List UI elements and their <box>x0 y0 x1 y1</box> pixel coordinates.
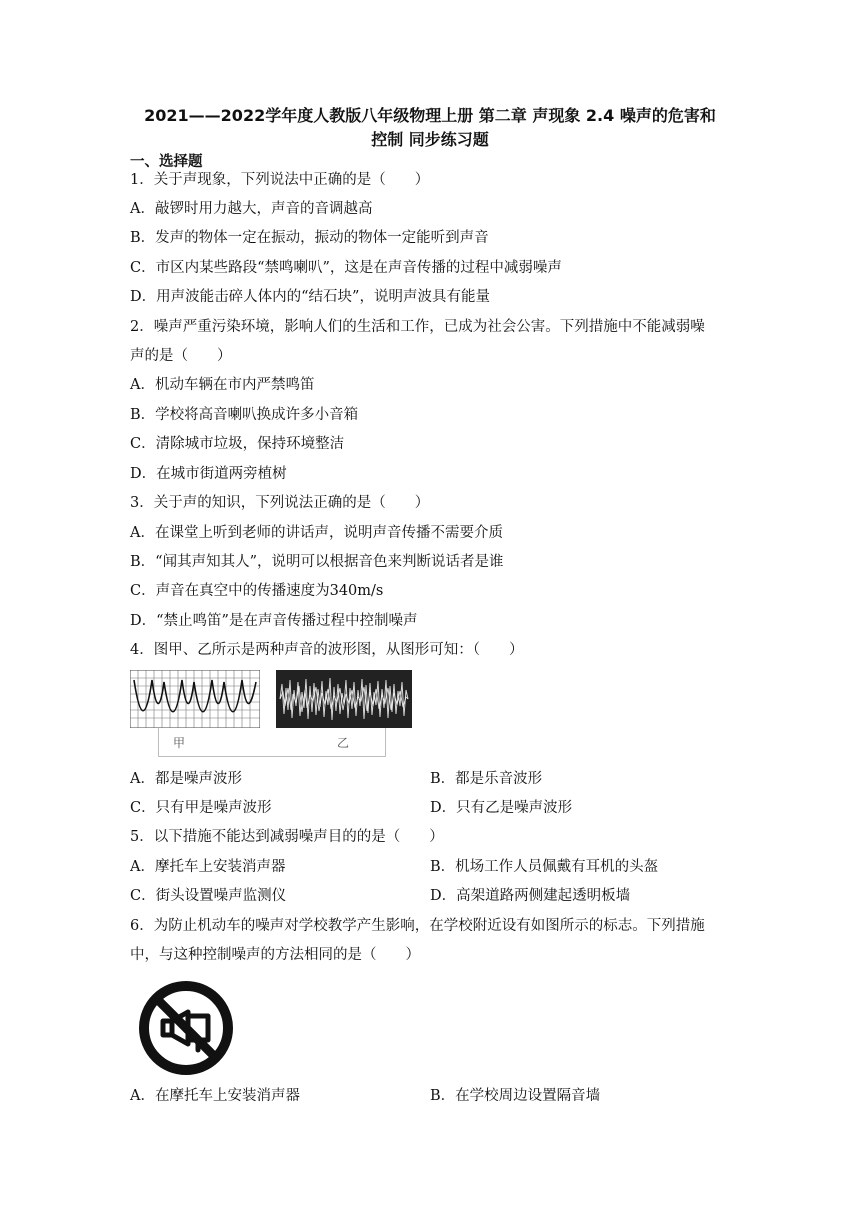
question-6-line-1: 6．为防止机动车的噪声对学校教学产生影响，在学校附近设有如图所示的标志。下列措施 <box>130 918 705 934</box>
question-5: 5．以下措施不能达到减弱噪声目的的是（ ） <box>130 829 444 845</box>
question-4: 4．图甲、乙所示是两种声音的波形图，从图形可知：（ ） <box>130 642 524 658</box>
q2-option-a: A．机动车辆在市内严禁鸣笛 <box>130 377 315 393</box>
question-1: 1．关于声现象，下列说法中正确的是（ ） <box>130 172 430 188</box>
label-jia: 甲 <box>173 736 186 750</box>
title-line-1: 2021——2022学年度人教版八年级物理上册 第二章 声现象 2.4 噪声的危害和 <box>144 106 716 125</box>
no-horn-sign-icon <box>136 978 236 1078</box>
q2-option-b: B．学校将高音喇叭换成许多小音箱 <box>130 407 359 423</box>
question-2-line-1: 2．噪声严重污染环境，影响人们的生活和工作，已成为社会公害。下列措施中不能减弱噪 <box>130 319 705 335</box>
title-line-2: 控制 同步练习题 <box>371 130 489 149</box>
q3-option-c: C．声音在真空中的传播速度为340m/s <box>130 583 384 599</box>
figure-caption-box <box>158 728 386 757</box>
q5-option-d: D．高架道路两侧建起透明板墙 <box>430 888 631 904</box>
q1-option-a: A．敲锣时用力越大，声音的音调越高 <box>130 201 373 217</box>
q4-option-a: A．都是噪声波形 <box>130 771 242 787</box>
musical-waveform-jia <box>130 670 260 728</box>
q5-option-c: C．街头设置噪声监测仪 <box>130 888 287 904</box>
label-yi: 乙 <box>337 736 350 750</box>
q4-option-d: D．只有乙是噪声波形 <box>430 800 573 816</box>
document-title <box>110 104 750 152</box>
q5-option-a: A．摩托车上安装消声器 <box>130 859 286 875</box>
q6-option-a: A．在摩托车上安装消声器 <box>130 1088 300 1104</box>
q4-option-b: B．都是乐音波形 <box>430 771 543 787</box>
q3-option-b: B．“闻其声知其人”，说明可以根据音色来判断说话者是谁 <box>130 554 504 570</box>
waveform-figure <box>130 670 414 760</box>
q6-option-b: B．在学校周边设置隔音墙 <box>430 1088 601 1104</box>
section-heading: 一、选择题 <box>130 154 203 170</box>
question-3: 3．关于声的知识，下列说法正确的是（ ） <box>130 495 430 511</box>
q1-option-b: B．发声的物体一定在振动，振动的物体一定能听到声音 <box>130 230 489 246</box>
q4-option-c: C．只有甲是噪声波形 <box>130 800 272 816</box>
q3-option-a: A．在课堂上听到老师的讲话声，说明声音传播不需要介质 <box>130 525 503 541</box>
question-6-line-2: 中，与这种控制噪声的方法相同的是（ ） <box>130 947 420 963</box>
q1-option-c: C．市区内某些路段“禁鸣喇叭”，这是在声音传播的过程中减弱噪声 <box>130 260 562 276</box>
q5-option-b: B．机场工作人员佩戴有耳机的头盔 <box>430 859 659 875</box>
q3-option-d: D．“禁止鸣笛”是在声音传播过程中控制噪声 <box>130 613 418 629</box>
q2-option-d: D．在城市街道两旁植树 <box>130 466 287 482</box>
noise-waveform-yi <box>276 670 412 728</box>
q1-option-d: D．用声波能击碎人体内的“结石块”，说明声波具有能量 <box>130 289 490 305</box>
question-2-line-2: 声的是（ ） <box>130 348 232 364</box>
q2-option-c: C．清除城市垃圾，保持环境整洁 <box>130 436 345 452</box>
